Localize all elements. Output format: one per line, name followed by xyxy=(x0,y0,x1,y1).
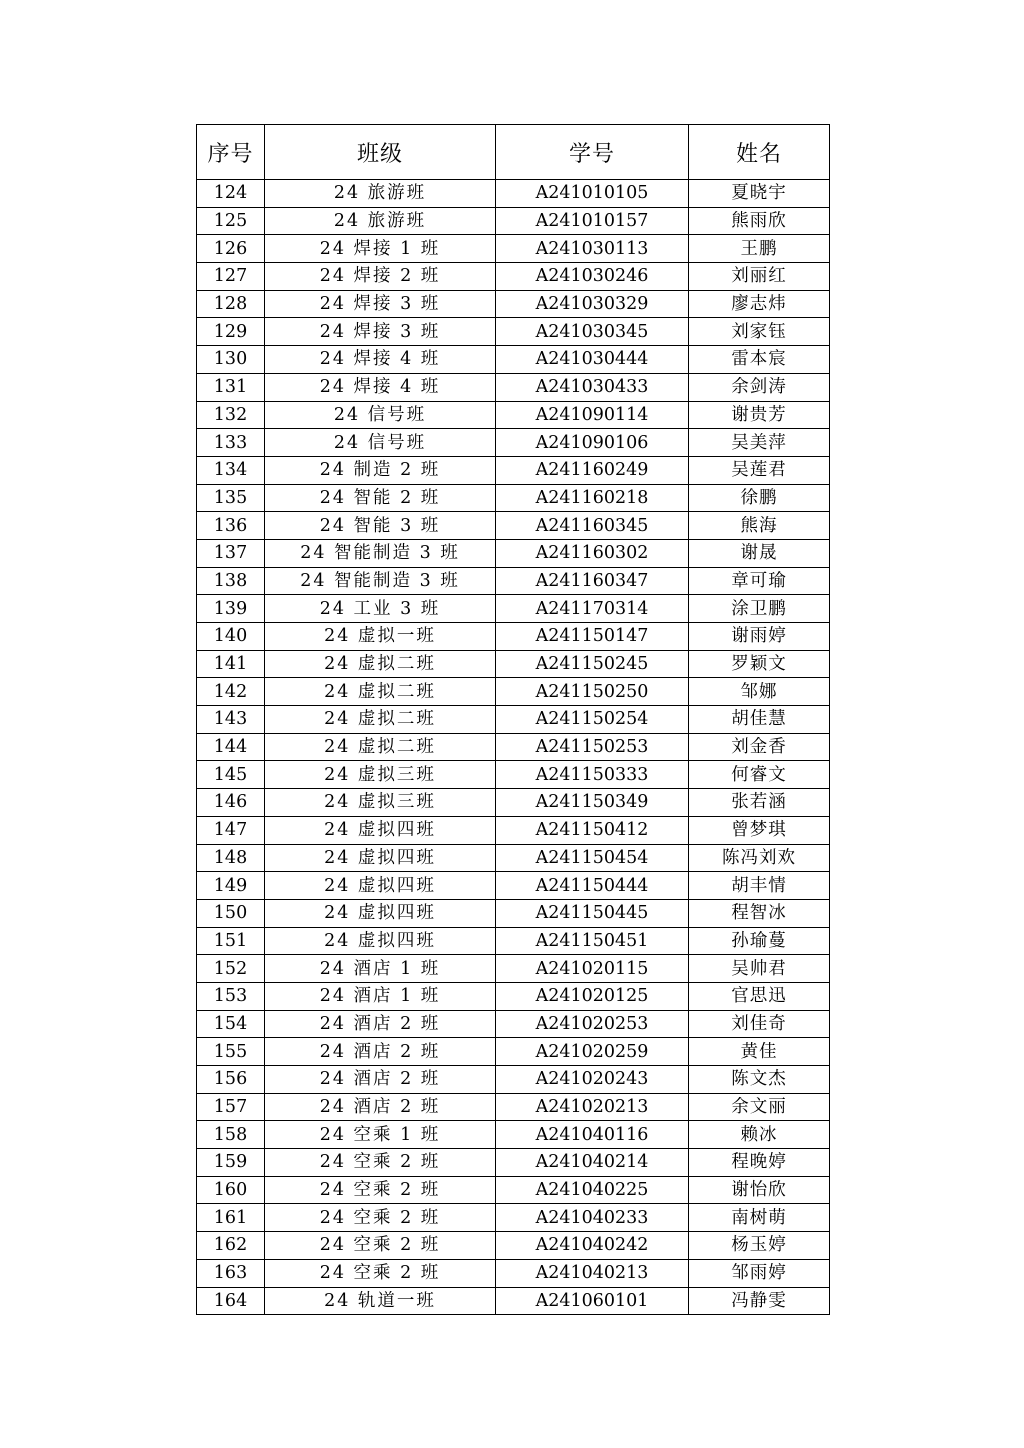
cell-seq: 147 xyxy=(197,816,265,844)
cell-name: 谢雨婷 xyxy=(689,623,830,651)
cell-seq: 151 xyxy=(197,927,265,955)
cell-seq: 148 xyxy=(197,844,265,872)
cell-class: 24 虚拟二班 xyxy=(265,678,496,706)
table-row xyxy=(197,401,830,429)
cell-class: 24 虚拟二班 xyxy=(265,706,496,734)
cell-class: 24 空乘 2 班 xyxy=(265,1232,496,1260)
cell-student-id: A241040225 xyxy=(496,1176,689,1204)
cell-name: 谢晟 xyxy=(689,539,830,567)
table-row xyxy=(197,1259,830,1287)
cell-student-id: A241010105 xyxy=(496,180,689,208)
cell-seq: 124 xyxy=(197,180,265,208)
cell-seq: 133 xyxy=(197,429,265,457)
cell-student-id: A241030113 xyxy=(496,235,689,263)
cell-seq: 159 xyxy=(197,1149,265,1177)
cell-name: 程晚婷 xyxy=(689,1149,830,1177)
cell-name: 吴帅君 xyxy=(689,955,830,983)
cell-name: 胡丰情 xyxy=(689,872,830,900)
table-row xyxy=(197,1010,830,1038)
table-row xyxy=(197,872,830,900)
table-row xyxy=(197,235,830,263)
cell-name: 廖志炜 xyxy=(689,290,830,318)
cell-class: 24 智能制造 3 班 xyxy=(265,567,496,595)
cell-student-id: A241160302 xyxy=(496,539,689,567)
table-row xyxy=(197,1093,830,1121)
cell-name: 谢怡欣 xyxy=(689,1176,830,1204)
cell-student-id: A241020259 xyxy=(496,1038,689,1066)
cell-student-id: A241020253 xyxy=(496,1010,689,1038)
cell-student-id: A241150445 xyxy=(496,899,689,927)
cell-name: 章可瑜 xyxy=(689,567,830,595)
cell-name: 冯静雯 xyxy=(689,1287,830,1315)
table-row xyxy=(197,180,830,208)
cell-class: 24 焊接 3 班 xyxy=(265,290,496,318)
cell-student-id: A241160218 xyxy=(496,484,689,512)
cell-name: 程智冰 xyxy=(689,899,830,927)
cell-student-id: A241150250 xyxy=(496,678,689,706)
cell-name: 余剑涛 xyxy=(689,373,830,401)
cell-name: 涂卫鹏 xyxy=(689,595,830,623)
header-student-id: 学号 xyxy=(496,125,689,180)
cell-name: 陈冯刘欢 xyxy=(689,844,830,872)
cell-name: 雷本宸 xyxy=(689,346,830,374)
cell-class: 24 智能 3 班 xyxy=(265,512,496,540)
cell-name: 刘丽红 xyxy=(689,263,830,291)
cell-name: 余文丽 xyxy=(689,1093,830,1121)
cell-seq: 142 xyxy=(197,678,265,706)
cell-class: 24 酒店 1 班 xyxy=(265,982,496,1010)
cell-name: 刘金香 xyxy=(689,733,830,761)
table-row xyxy=(197,1176,830,1204)
cell-seq: 126 xyxy=(197,235,265,263)
table-row xyxy=(197,207,830,235)
cell-class: 24 智能制造 3 班 xyxy=(265,539,496,567)
cell-seq: 129 xyxy=(197,318,265,346)
cell-seq: 158 xyxy=(197,1121,265,1149)
cell-student-id: A241150412 xyxy=(496,816,689,844)
cell-student-id: A241060101 xyxy=(496,1287,689,1315)
header-row xyxy=(197,125,830,180)
cell-name: 张若涵 xyxy=(689,789,830,817)
cell-seq: 132 xyxy=(197,401,265,429)
cell-student-id: A241160249 xyxy=(496,456,689,484)
cell-seq: 156 xyxy=(197,1066,265,1094)
cell-name: 夏晓宇 xyxy=(689,180,830,208)
cell-seq: 150 xyxy=(197,899,265,927)
cell-student-id: A241040233 xyxy=(496,1204,689,1232)
cell-class: 24 信号班 xyxy=(265,401,496,429)
cell-student-id: A241150254 xyxy=(496,706,689,734)
cell-class: 24 旅游班 xyxy=(265,180,496,208)
cell-class: 24 虚拟二班 xyxy=(265,733,496,761)
cell-seq: 160 xyxy=(197,1176,265,1204)
cell-name: 南树萌 xyxy=(689,1204,830,1232)
cell-class: 24 虚拟四班 xyxy=(265,899,496,927)
cell-name: 陈文杰 xyxy=(689,1066,830,1094)
cell-student-id: A241150444 xyxy=(496,872,689,900)
cell-class: 24 虚拟一班 xyxy=(265,623,496,651)
table-row xyxy=(197,1287,830,1315)
cell-class: 24 旅游班 xyxy=(265,207,496,235)
cell-student-id: A241030246 xyxy=(496,263,689,291)
student-roster-table xyxy=(196,124,830,1315)
cell-student-id: A241030444 xyxy=(496,346,689,374)
cell-class: 24 焊接 4 班 xyxy=(265,373,496,401)
cell-name: 刘佳奇 xyxy=(689,1010,830,1038)
table-row xyxy=(197,1149,830,1177)
table-row xyxy=(197,1204,830,1232)
cell-class: 24 工业 3 班 xyxy=(265,595,496,623)
cell-class: 24 虚拟四班 xyxy=(265,927,496,955)
table-row xyxy=(197,955,830,983)
cell-name: 黄佳 xyxy=(689,1038,830,1066)
cell-class: 24 空乘 2 班 xyxy=(265,1176,496,1204)
table-row xyxy=(197,733,830,761)
table-header xyxy=(197,125,830,180)
cell-name: 杨玉婷 xyxy=(689,1232,830,1260)
table-row xyxy=(197,318,830,346)
table-row xyxy=(197,623,830,651)
table-row xyxy=(197,373,830,401)
table-row xyxy=(197,1232,830,1260)
cell-name: 孙瑜蔓 xyxy=(689,927,830,955)
cell-seq: 134 xyxy=(197,456,265,484)
cell-seq: 157 xyxy=(197,1093,265,1121)
cell-seq: 130 xyxy=(197,346,265,374)
cell-class: 24 空乘 2 班 xyxy=(265,1204,496,1232)
table-row xyxy=(197,290,830,318)
cell-seq: 154 xyxy=(197,1010,265,1038)
cell-student-id: A241160347 xyxy=(496,567,689,595)
cell-student-id: A241150147 xyxy=(496,623,689,651)
cell-class: 24 空乘 2 班 xyxy=(265,1259,496,1287)
cell-student-id: A241010157 xyxy=(496,207,689,235)
cell-name: 刘家钰 xyxy=(689,318,830,346)
cell-seq: 141 xyxy=(197,650,265,678)
cell-class: 24 虚拟四班 xyxy=(265,816,496,844)
table-row xyxy=(197,512,830,540)
table-row xyxy=(197,484,830,512)
cell-seq: 140 xyxy=(197,623,265,651)
cell-seq: 128 xyxy=(197,290,265,318)
cell-seq: 139 xyxy=(197,595,265,623)
cell-student-id: A241020125 xyxy=(496,982,689,1010)
cell-seq: 145 xyxy=(197,761,265,789)
cell-student-id: A241040116 xyxy=(496,1121,689,1149)
table-row xyxy=(197,927,830,955)
cell-class: 24 酒店 2 班 xyxy=(265,1010,496,1038)
table-row xyxy=(197,263,830,291)
cell-seq: 125 xyxy=(197,207,265,235)
cell-class: 24 虚拟二班 xyxy=(265,650,496,678)
cell-student-id: A241020243 xyxy=(496,1066,689,1094)
cell-class: 24 空乘 2 班 xyxy=(265,1149,496,1177)
cell-seq: 152 xyxy=(197,955,265,983)
header-name: 姓名 xyxy=(689,125,830,180)
cell-seq: 162 xyxy=(197,1232,265,1260)
cell-class: 24 轨道一班 xyxy=(265,1287,496,1315)
cell-student-id: A241150245 xyxy=(496,650,689,678)
table-row xyxy=(197,1066,830,1094)
cell-student-id: A241030329 xyxy=(496,290,689,318)
cell-class: 24 焊接 4 班 xyxy=(265,346,496,374)
cell-student-id: A241150253 xyxy=(496,733,689,761)
table-row xyxy=(197,816,830,844)
table-row xyxy=(197,789,830,817)
cell-name: 罗颖文 xyxy=(689,650,830,678)
table-row xyxy=(197,899,830,927)
table-row xyxy=(197,429,830,457)
cell-student-id: A241030433 xyxy=(496,373,689,401)
table-row xyxy=(197,761,830,789)
cell-student-id: A241020115 xyxy=(496,955,689,983)
cell-name: 邹娜 xyxy=(689,678,830,706)
document-page xyxy=(196,124,829,1315)
cell-seq: 144 xyxy=(197,733,265,761)
cell-seq: 127 xyxy=(197,263,265,291)
cell-name: 熊雨欣 xyxy=(689,207,830,235)
table-row xyxy=(197,706,830,734)
cell-seq: 135 xyxy=(197,484,265,512)
cell-student-id: A241170314 xyxy=(496,595,689,623)
cell-class: 24 焊接 3 班 xyxy=(265,318,496,346)
cell-class: 24 虚拟四班 xyxy=(265,872,496,900)
table-row xyxy=(197,678,830,706)
cell-seq: 146 xyxy=(197,789,265,817)
cell-class: 24 空乘 1 班 xyxy=(265,1121,496,1149)
cell-class: 24 焊接 1 班 xyxy=(265,235,496,263)
table-row xyxy=(197,982,830,1010)
cell-seq: 137 xyxy=(197,539,265,567)
cell-name: 何睿文 xyxy=(689,761,830,789)
header-seq: 序号 xyxy=(197,125,265,180)
cell-seq: 131 xyxy=(197,373,265,401)
table-row xyxy=(197,539,830,567)
cell-student-id: A241020213 xyxy=(496,1093,689,1121)
table-body xyxy=(197,180,830,1315)
cell-class: 24 虚拟三班 xyxy=(265,761,496,789)
cell-class: 24 虚拟三班 xyxy=(265,789,496,817)
cell-class: 24 智能 2 班 xyxy=(265,484,496,512)
table-row xyxy=(197,844,830,872)
cell-student-id: A241040214 xyxy=(496,1149,689,1177)
cell-class: 24 虚拟四班 xyxy=(265,844,496,872)
cell-class: 24 酒店 2 班 xyxy=(265,1038,496,1066)
cell-class: 24 信号班 xyxy=(265,429,496,457)
cell-student-id: A241160345 xyxy=(496,512,689,540)
cell-seq: 163 xyxy=(197,1259,265,1287)
cell-seq: 164 xyxy=(197,1287,265,1315)
cell-name: 吴美萍 xyxy=(689,429,830,457)
cell-seq: 155 xyxy=(197,1038,265,1066)
cell-student-id: A241150451 xyxy=(496,927,689,955)
cell-seq: 149 xyxy=(197,872,265,900)
cell-student-id: A241090114 xyxy=(496,401,689,429)
table-row xyxy=(197,1038,830,1066)
cell-name: 谢贵芳 xyxy=(689,401,830,429)
table-row xyxy=(197,567,830,595)
cell-name: 熊海 xyxy=(689,512,830,540)
cell-seq: 136 xyxy=(197,512,265,540)
cell-class: 24 焊接 2 班 xyxy=(265,263,496,291)
cell-class: 24 酒店 2 班 xyxy=(265,1066,496,1094)
cell-student-id: A241040213 xyxy=(496,1259,689,1287)
cell-seq: 143 xyxy=(197,706,265,734)
cell-student-id: A241150333 xyxy=(496,761,689,789)
cell-student-id: A241150454 xyxy=(496,844,689,872)
table-row xyxy=(197,456,830,484)
cell-name: 徐鹏 xyxy=(689,484,830,512)
cell-student-id: A241030345 xyxy=(496,318,689,346)
cell-student-id: A241150349 xyxy=(496,789,689,817)
cell-seq: 161 xyxy=(197,1204,265,1232)
cell-name: 赖冰 xyxy=(689,1121,830,1149)
header-class: 班级 xyxy=(265,125,496,180)
cell-student-id: A241090106 xyxy=(496,429,689,457)
cell-seq: 153 xyxy=(197,982,265,1010)
cell-student-id: A241040242 xyxy=(496,1232,689,1260)
cell-name: 吴莲君 xyxy=(689,456,830,484)
cell-name: 胡佳慧 xyxy=(689,706,830,734)
cell-name: 曾梦琪 xyxy=(689,816,830,844)
table-row xyxy=(197,595,830,623)
cell-class: 24 酒店 2 班 xyxy=(265,1093,496,1121)
table-row xyxy=(197,1121,830,1149)
cell-name: 王鹏 xyxy=(689,235,830,263)
cell-name: 官思迅 xyxy=(689,982,830,1010)
table-row xyxy=(197,650,830,678)
cell-class: 24 制造 2 班 xyxy=(265,456,496,484)
cell-name: 邹雨婷 xyxy=(689,1259,830,1287)
cell-seq: 138 xyxy=(197,567,265,595)
cell-class: 24 酒店 1 班 xyxy=(265,955,496,983)
table-row xyxy=(197,346,830,374)
